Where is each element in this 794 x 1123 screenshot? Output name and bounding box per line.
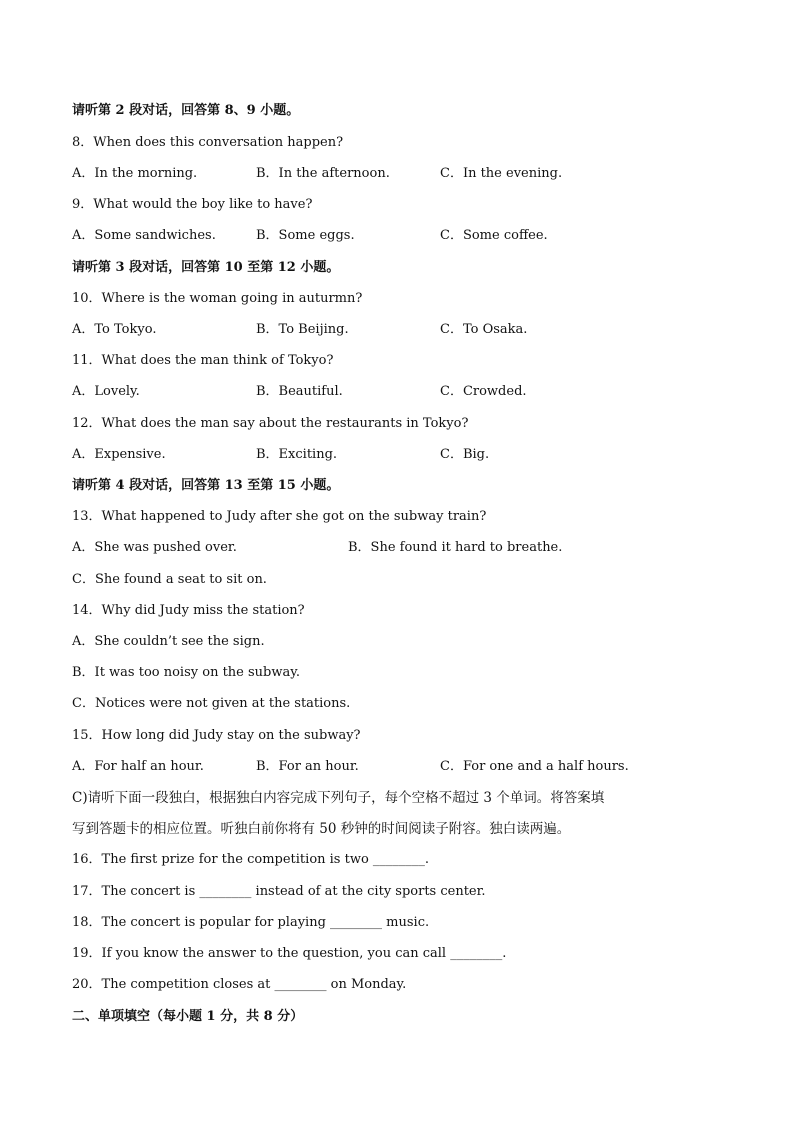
- question-13: 13．What happened to Judy after she got on the subway train?: [72, 509, 487, 524]
- section3-header: 请听第 3 段对话，回答第 10 至第 12 小题。: [72, 260, 340, 275]
- question-15: 15．How long did Judy stay on the subway?: [72, 728, 361, 743]
- question-12: 12．What does the man say about the restaurants in Tokyo?: [72, 416, 469, 431]
- q8-option-a: A．In the morning.: [72, 166, 198, 181]
- q13-option-a: A．She was pushed over.: [72, 540, 237, 555]
- section4-header: 请听第 4 段对话，回答第 13 至第 15 小题。: [72, 478, 340, 493]
- q9-option-c: C．Some coffee.: [440, 228, 548, 243]
- q11-option-c: C．Crowded.: [440, 384, 527, 399]
- question-11: 11．What does the man think of Tokyo?: [72, 353, 334, 368]
- q10-option-c: C．To Osaka.: [440, 322, 528, 337]
- monologue-instructions-line2: 写到答题卡的相应位置。听独白前你将有 50 秒钟的时间阅读子附容。独白读两遍。: [72, 821, 571, 837]
- section2-header: 请听第 2 段对话，回答第 8、9 小题。: [72, 103, 300, 118]
- q9-option-a: A．Some sandwiches.: [72, 228, 216, 243]
- question-8: 8．When does this conversation happen?: [72, 135, 344, 150]
- q9-option-b: B．Some eggs.: [256, 228, 355, 243]
- q8-option-c: C．In the evening.: [440, 166, 563, 181]
- q15-option-c: C．For one and a half hours.: [440, 759, 629, 774]
- q12-option-b: B．Exciting.: [256, 447, 338, 462]
- monologue-instructions-line1: C)请听下面一段独白，根据独白内容完成下列句子，每个空格不超过 3 个单词。将答案填: [72, 790, 605, 806]
- question-10: 10．Where is the woman going in auturmn?: [72, 291, 363, 306]
- fill-item-19: 19．If you know the answer to the question, you can call ________.: [72, 946, 507, 961]
- q13-option-b: B．She found it hard to breathe.: [348, 540, 563, 555]
- fill-item-18: 18．The concert is popular for playing ________ music.: [72, 915, 430, 930]
- q12-option-a: A．Expensive.: [72, 447, 166, 462]
- part2-header: 二、单项填空（每小题 1 分，共 8 分）: [72, 1009, 304, 1024]
- q14-option-c: C．Notices were not given at the stations.: [72, 696, 351, 711]
- question-14: 14．Why did Judy miss the station?: [72, 603, 305, 618]
- q15-option-b: B．For an hour.: [256, 759, 359, 774]
- q11-option-b: B．Beautiful.: [256, 384, 343, 399]
- q14-option-a: A．She couldn’t see the sign.: [72, 634, 265, 649]
- fill-item-16: 16．The first prize for the competition is two ________.: [72, 852, 430, 867]
- q10-option-a: A．To Tokyo.: [72, 322, 157, 337]
- question-9: 9．What would the boy like to have?: [72, 197, 313, 212]
- q8-option-b: B．In the afternoon.: [256, 166, 390, 181]
- q10-option-b: B．To Beijing.: [256, 322, 349, 337]
- fill-item-20: 20．The competition closes at ________ on Monday.: [72, 977, 407, 992]
- q14-option-b: B．It was too noisy on the subway.: [72, 665, 300, 680]
- q15-option-a: A．For half an hour.: [72, 759, 204, 774]
- q12-option-c: C．Big.: [440, 447, 490, 462]
- q11-option-a: A．Lovely.: [72, 384, 140, 399]
- fill-item-17: 17．The concert is ________ instead of at the city sports center.: [72, 884, 486, 899]
- q13-option-c: C．She found a seat to sit on.: [72, 572, 267, 587]
